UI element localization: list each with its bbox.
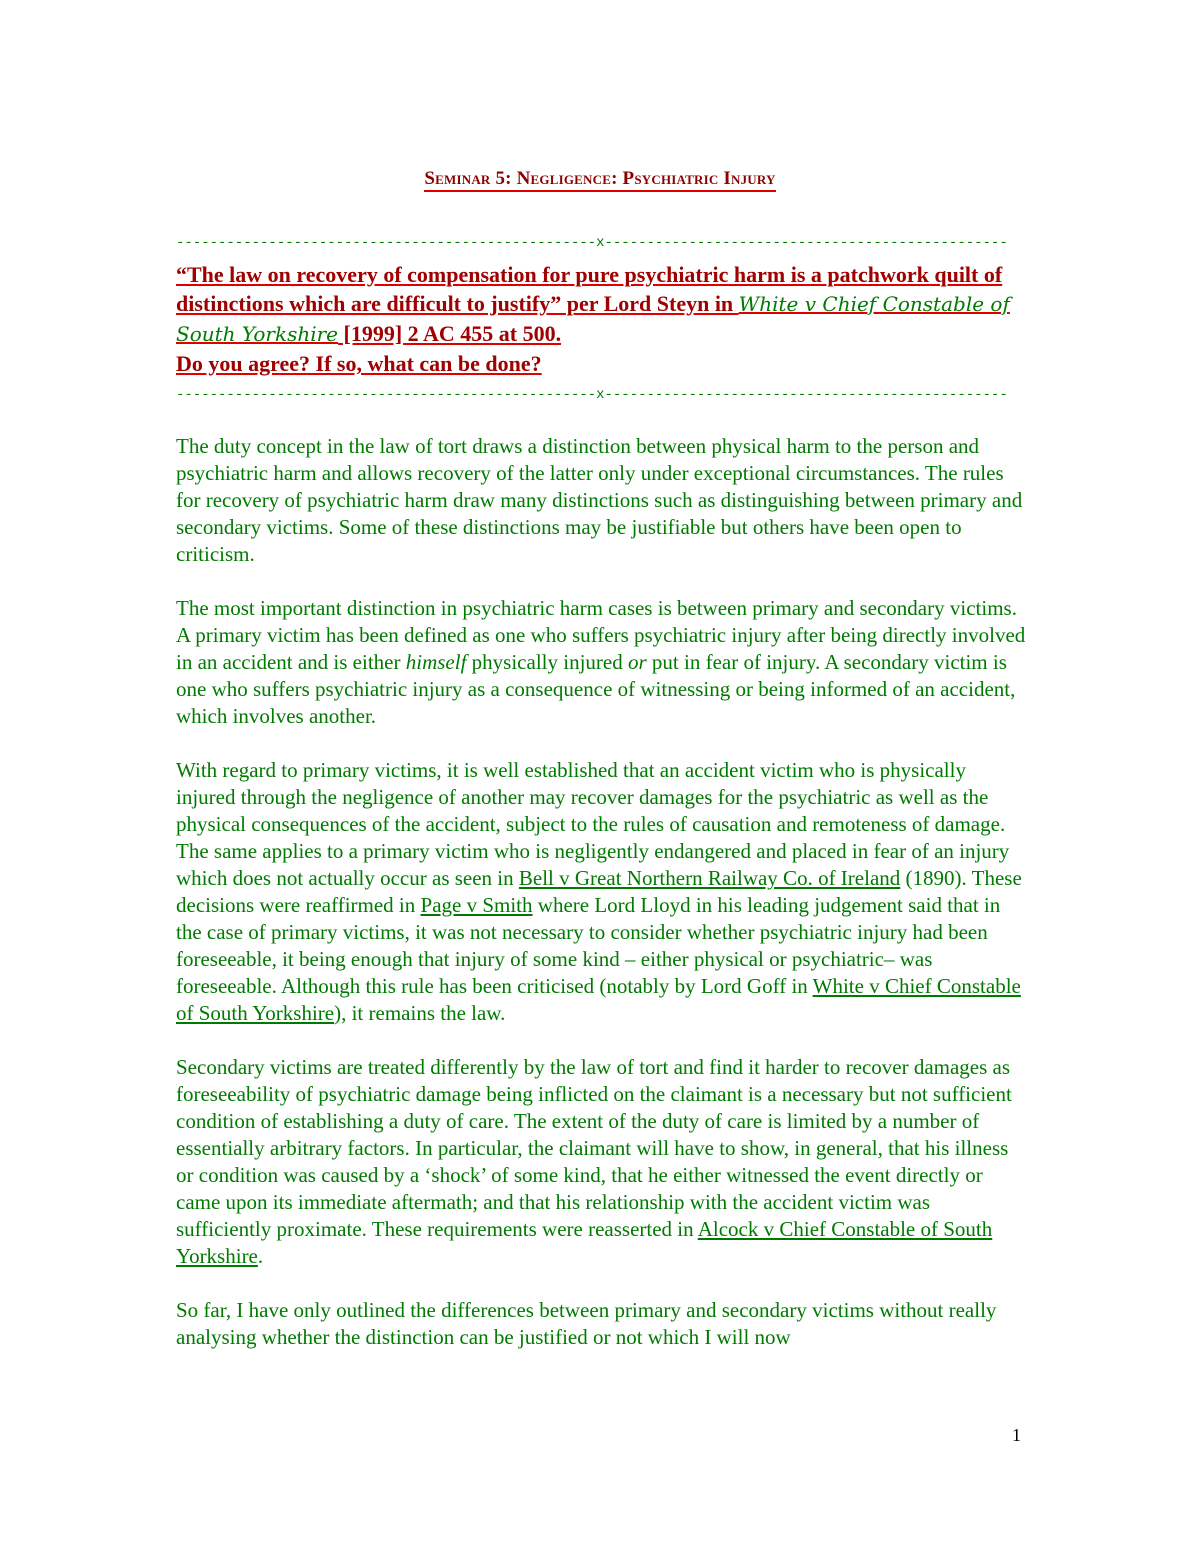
question-case-name: White v Chief Constable of South Yorkshire: [176, 292, 1010, 346]
paragraph-3-text-c: where Lord Lloyd in his leading judgement said that in the case of primary victims, it was not necessary to consider whether psychiatric injury had been foreseeable, it being enough that injury of some kind – either physical or psychiatric– was foreseeable. Although this rule has been criticised (notably by Lord Goff in: [176, 893, 1001, 998]
paragraph-2: [176, 595, 1026, 730]
paragraph-2-emphasis-or: or: [627, 650, 647, 674]
paragraph-4: [176, 1054, 1026, 1270]
document-title: [0, 168, 1200, 190]
paragraph-4-text-b: .: [257, 1244, 264, 1268]
paragraph-3: [176, 757, 1026, 1027]
case-reference-alcock: Alcock v Chief Constable of South Yorkshire: [176, 1217, 993, 1268]
case-reference-page: Page v Smith: [420, 893, 533, 917]
paragraph-3-text-a: With regard to primary victims, it is well established that an accident victim who is physically injured through the negligence of another may recover damages for the psychiatric as well as the physical consequences of the accident, subject to the rules of causation and remoteness of damage. The same applies to a primary victim who is negligently endangered and placed in fear of an injury which does not actually occur as seen in: [176, 758, 1010, 890]
page-number: 1: [1012, 1425, 1021, 1445]
paragraph-2-text-c: put in fear of injury. A secondary victim is one who suffers psychiatric injury as a consequence of witnessing or being informed of an accident, which involves another.: [176, 650, 1016, 728]
paragraph-3-text-b: (1890). These decisions were reaffirmed in: [176, 866, 1022, 917]
question-quote: “The law on recovery of compensation for pure psychiatric harm is a patchwork quilt of distinctions which are difficult to justify” per Lord Steyn in: [176, 262, 1003, 316]
paragraph-5: So far, I have only outlined the differences between primary and secondary victims without really analysing whether the distinction can be justified or not which I will now: [176, 1298, 997, 1349]
question-citation: [1999] 2 AC 455 at 500.: [338, 321, 562, 346]
divider-bottom: --------------------------------------------------x------------------------------------------------: [176, 387, 1008, 403]
case-reference-bell: Bell v Great Northern Railway Co. of Ireland: [518, 866, 901, 890]
paragraph-3-text-d: ), it remains the law.: [334, 1001, 506, 1025]
document-title-text: Seminar 5: Negligence: Psychiatric Injury: [424, 168, 775, 192]
document-body: [176, 433, 1026, 1378]
paragraph-4-text-a: Secondary victims are treated differently by the law of tort and find it harder to recover damages as foreseeability of psychiatric damage being inflicted on the claimant is a necessary but not sufficient condition of establishing a duty of care. The extent of the duty of care is limited by a number of essentially arbitrary factors. In particular, the claimant will have to show, in general, that his illness or condition was caused by a ‘shock’ of some kind, that he either witnessed the event directly or came upon its immediate aftermath; and that his relationship with the accident victim was sufficiently proximate. These requirements were reasserted in: [176, 1055, 1012, 1241]
question-prompt: Do you agree? If so, what can be done?: [176, 351, 542, 376]
paragraph-1: The duty concept in the law of tort draws a distinction between physical harm to the person and psychiatric harm and allows recovery of the latter only under exceptional circumstances. The rules for recovery of psychiatric harm draw many distinctions such as distinguishing between primary and secondary victims. Some of these distinctions may be justifiable but others have been open to criticism.: [176, 434, 1023, 566]
essay-question: [176, 260, 1036, 378]
paragraph-2-emphasis-himself: himself: [405, 650, 467, 674]
case-reference-white: White v Chief Constable of South Yorkshire: [176, 974, 1021, 1025]
divider-top: --------------------------------------------------x------------------------------------------------: [176, 235, 1008, 251]
paragraph-2-text-b: physically injured: [466, 650, 628, 674]
paragraph-2-text-a: The most important distinction in psychiatric harm cases is between primary and secondary victims. A primary victim has been defined as one who suffers psychiatric injury after being directly involved in an accident and is either: [176, 596, 1026, 674]
